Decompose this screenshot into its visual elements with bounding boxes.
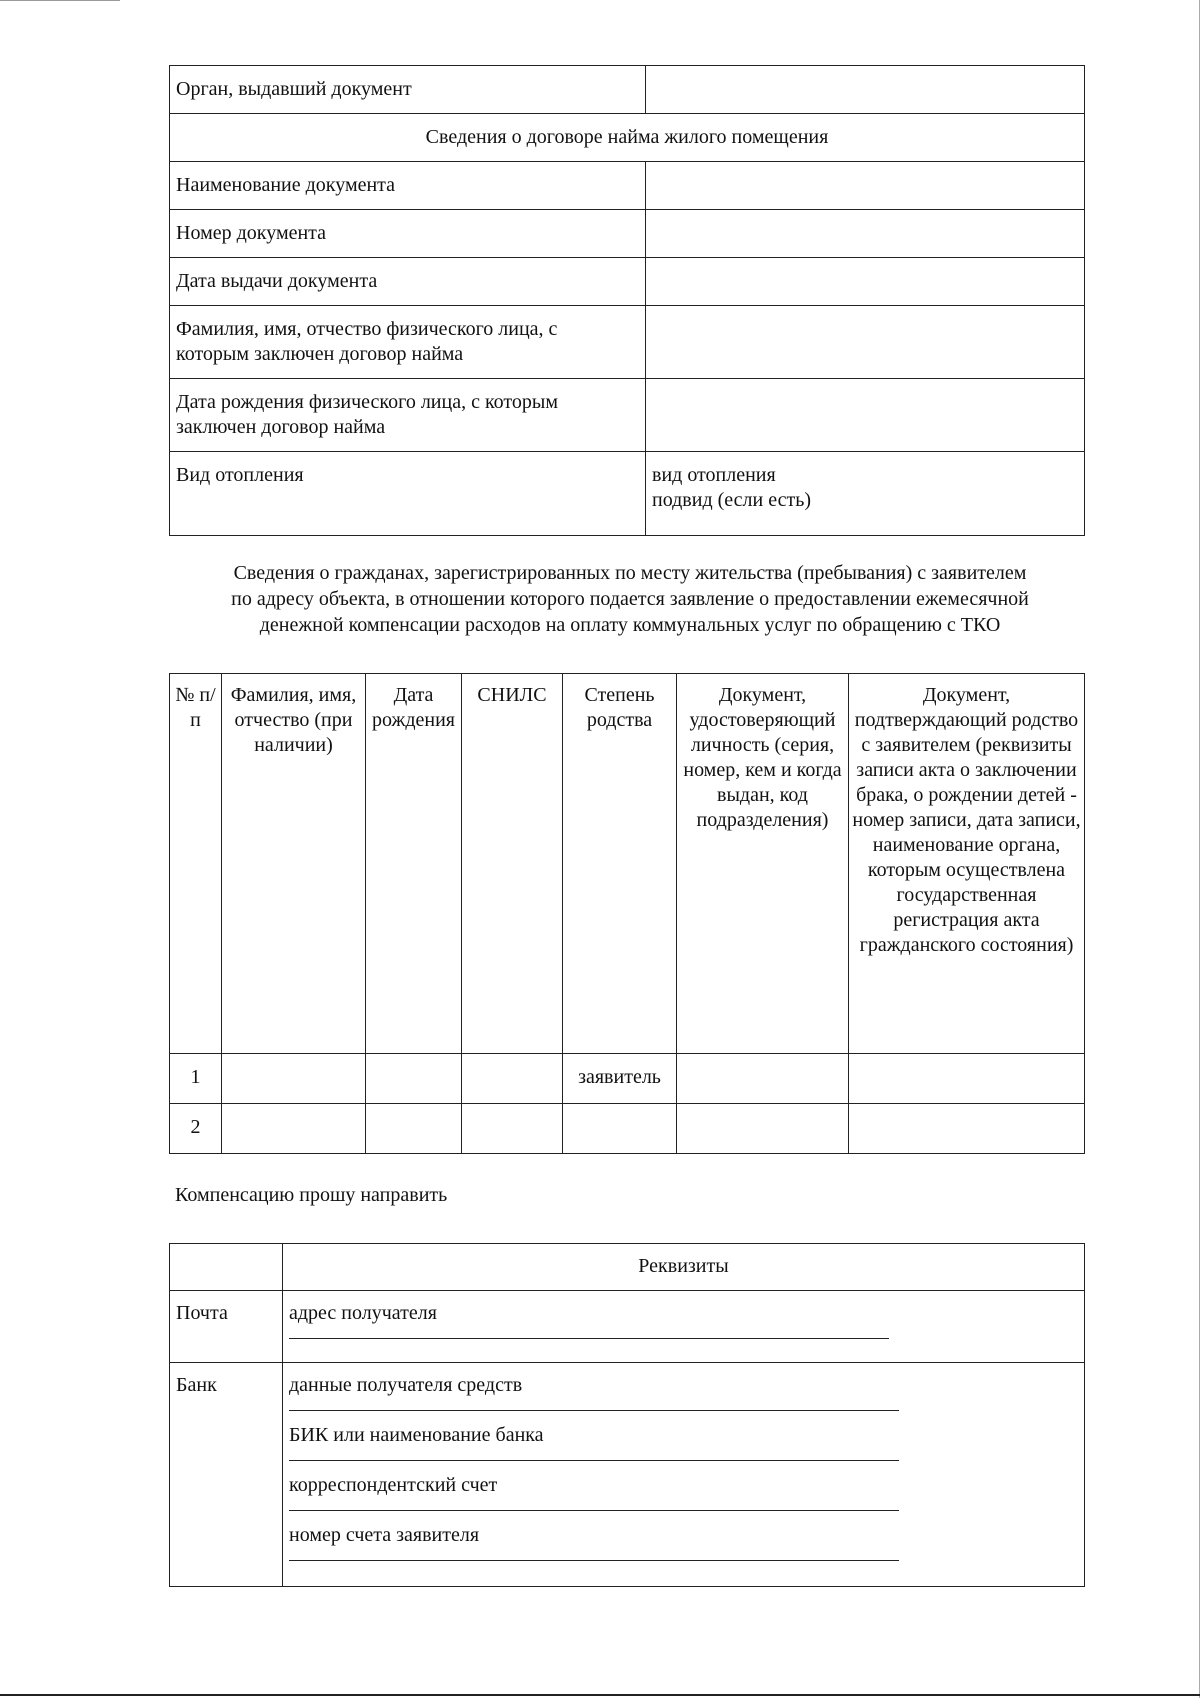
issue-date-value[interactable] — [646, 258, 1085, 306]
issue-date-label: Дата выдачи документа — [170, 258, 646, 306]
doc-name-label: Наименование документа — [170, 162, 646, 210]
post-label: Почта — [170, 1291, 283, 1363]
doc-number-value[interactable] — [646, 210, 1085, 258]
heating-type: вид отопления — [652, 464, 776, 486]
heating-value[interactable] — [646, 452, 1085, 536]
registered-citizens-info — [160, 560, 1100, 638]
col-header-relation: Степень родства — [563, 674, 677, 1054]
table-header-row — [170, 674, 1085, 1054]
post-details — [283, 1291, 1085, 1363]
cell-dob[interactable] — [366, 1104, 462, 1154]
scan-edge-bottom — [0, 1694, 1200, 1696]
bank-field — [289, 1373, 1078, 1423]
bank-details — [283, 1363, 1085, 1587]
tenant-name-value[interactable] — [646, 306, 1085, 379]
table-row — [170, 258, 1085, 306]
table-row — [170, 452, 1085, 536]
account-number-label: номер счета заявителя — [289, 1524, 480, 1546]
cell-kinship-doc[interactable] — [849, 1054, 1085, 1104]
table-row — [170, 210, 1085, 258]
cell-relation[interactable]: заявитель — [563, 1054, 677, 1104]
doc-name-value[interactable] — [646, 162, 1085, 210]
cell-snils[interactable] — [462, 1054, 563, 1104]
scan-edge-top — [0, 0, 120, 1]
account-number-input[interactable] — [289, 1560, 899, 1561]
col-header-fio: Фамилия, имя, отчество (при наличии) — [222, 674, 366, 1054]
info-line3: денежной компенсации расходов на оплату коммунальных услуг по обращению с ТКО — [259, 614, 1001, 636]
corr-account-label: корреспондентский счет — [289, 1474, 498, 1496]
empty-header-cell — [170, 1244, 283, 1291]
tenant-dob-value[interactable] — [646, 379, 1085, 452]
bank-label: Банк — [170, 1363, 283, 1587]
tenant-dob-label-line2: заключен договор найма — [176, 416, 386, 438]
tenant-name-label — [170, 306, 646, 379]
cell-id-doc[interactable] — [677, 1054, 849, 1104]
bank-field — [289, 1473, 1078, 1523]
table-header-row — [170, 1244, 1085, 1291]
cell-relation[interactable] — [563, 1104, 677, 1154]
table-row — [170, 306, 1085, 379]
citizens-table — [169, 673, 1085, 1154]
cell-fio[interactable] — [222, 1104, 366, 1154]
bank-field — [289, 1423, 1078, 1473]
issuing-authority-value[interactable] — [646, 66, 1085, 114]
recipient-label: данные получателя средств — [289, 1374, 523, 1396]
table-row — [170, 1291, 1085, 1363]
table-row — [170, 379, 1085, 452]
tenant-name-label-line2: которым заключен договор найма — [176, 343, 464, 365]
cell-dob[interactable] — [366, 1054, 462, 1104]
table-row — [170, 66, 1085, 114]
recipient-input[interactable] — [289, 1410, 899, 1411]
tenant-name-label-line1: Фамилия, имя, отчество физического лица, с — [176, 318, 558, 340]
post-address-label: адрес получателя — [289, 1302, 437, 1324]
cell-fio[interactable] — [222, 1054, 366, 1104]
heating-subtype: подвид (если есть) — [652, 489, 811, 511]
lease-section-title: Сведения о договоре найма жилого помещения — [170, 114, 1085, 162]
info-line1: Сведения о гражданах, зарегистрированных по месту жительства (пребывания) с заявителем — [233, 562, 1027, 584]
col-header-num: № п/п — [170, 674, 222, 1054]
heating-label: Вид отопления — [170, 452, 646, 536]
info-line2: по адресу объекта, в отношении которого подается заявление о предоставлении ежемесячной — [231, 588, 1029, 610]
row-num: 2 — [170, 1104, 222, 1154]
col-header-snils: СНИЛС — [462, 674, 563, 1054]
cell-snils[interactable] — [462, 1104, 563, 1154]
table-row — [170, 1363, 1085, 1587]
bik-label: БИК или наименование банка — [289, 1424, 544, 1446]
col-header-dob: Дата рождения — [366, 674, 462, 1054]
compensation-intro: Компенсацию прошу направить — [175, 1184, 448, 1206]
table-row — [170, 162, 1085, 210]
cell-id-doc[interactable] — [677, 1104, 849, 1154]
cell-kinship-doc[interactable] — [849, 1104, 1085, 1154]
table-row — [170, 1104, 1085, 1154]
bank-field — [289, 1523, 1078, 1573]
tenant-dob-label-line1: Дата рождения физического лица, с которым — [176, 391, 558, 413]
bik-input[interactable] — [289, 1460, 899, 1461]
row-num: 1 — [170, 1054, 222, 1104]
table-row — [170, 114, 1085, 162]
details-header: Реквизиты — [283, 1244, 1085, 1291]
issuing-authority-label: Орган, выдавший документ — [170, 66, 646, 114]
col-header-kinship-doc: Документ, подтверждающий родство с заявителем (реквизиты записи акта о заключении брака, о рождении детей - номер записи, дата записи, наименование органа, которым осуществлена государственная регистрация акта гражданского состояния) — [849, 674, 1085, 1054]
corr-account-input[interactable] — [289, 1510, 899, 1511]
post-address-input[interactable] — [289, 1338, 889, 1339]
lease-agreement-table — [169, 65, 1085, 536]
tenant-dob-label — [170, 379, 646, 452]
table-row — [170, 1054, 1085, 1104]
doc-number-label: Номер документа — [170, 210, 646, 258]
col-header-id-doc: Документ, удостоверяющий личность (серия, номер, кем и когда выдан, код подразделения) — [677, 674, 849, 1054]
payment-details-table — [169, 1243, 1085, 1587]
